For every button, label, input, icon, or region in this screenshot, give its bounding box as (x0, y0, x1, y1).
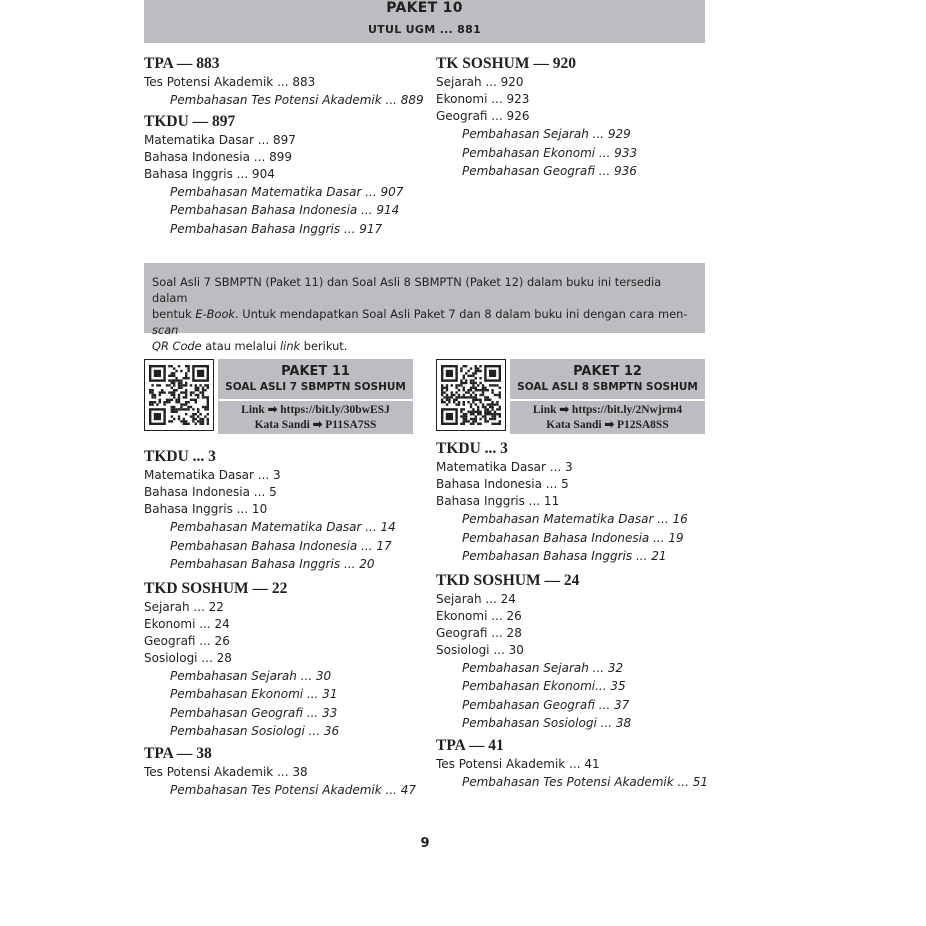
paket10-subtitle: UTUL UGM ... 881 (367, 23, 482, 36)
toc-italic-line: Pembahasan Bahasa Inggris ... 20 (170, 557, 375, 571)
toc-line: Geografi ... 26 (144, 633, 230, 648)
paket12-subtitle: SOAL ASLI 8 SBMPTN SOSHUM (517, 381, 698, 393)
toc-line: Ekonomi ... 26 (436, 608, 522, 623)
paket11-link[interactable]: Link ➡ https://bit.ly/30bwESJ (241, 404, 390, 416)
section-title: TKDU ... 3 (144, 448, 216, 465)
toc-line: Bahasa Inggris ... 904 (144, 166, 275, 181)
note-line-2: bentuk E-Book. Untuk mendapatkan Soal Asli Paket 7 dan 8 dalam buku ini dengan cara men-scan (152, 307, 688, 337)
paket12-header (510, 359, 705, 434)
toc-line: Sejarah ... 920 (436, 75, 524, 89)
section-title: TKD SOSHUM — 24 (436, 571, 580, 589)
qr-code-icon (149, 364, 209, 426)
toc-block (144, 54, 424, 110)
toc-italic-line: Pembahasan Bahasa Inggris ... 917 (170, 221, 383, 236)
note-line-3: QR Code atau melalui link berikut. (152, 339, 348, 353)
toc-line: Ekonomi ... 24 (144, 616, 230, 631)
toc-italic-line: Pembahasan Bahasa Indonesia ... 19 (462, 530, 684, 545)
toc-line: Geografi ... 28 (436, 625, 522, 640)
toc-italic-line: Pembahasan Tes Potensi Akademik ... 47 (170, 782, 417, 797)
section-title: TK SOSHUM — 920 (436, 55, 576, 72)
toc-line: Sosiologi ... 30 (436, 642, 524, 657)
page-number: 9 (420, 836, 430, 851)
qr-code-paket11[interactable] (144, 359, 214, 431)
note-line-1: Soal Asli 7 SBMPTN (Paket 11) dan Soal Asli 8 SBMPTN (Paket 12) dalam buku ini tersedia dalam (152, 275, 662, 305)
qr-code-icon (441, 364, 501, 426)
qr-code-paket12[interactable] (436, 359, 506, 431)
paket12-title: PAKET 12 (573, 364, 642, 379)
toc-line: Ekonomi ... 923 (436, 92, 530, 106)
paket11-subtitle: SOAL ASLI 7 SBMPTN SOSHUM (225, 381, 406, 393)
paket11-title: PAKET 11 (281, 364, 350, 379)
toc-line: Matematika Dasar ... 3 (436, 460, 573, 474)
p10-right-column (436, 54, 716, 181)
toc-line: Bahasa Inggris ... 10 (144, 502, 268, 516)
toc-line: Tes Potensi Akademik ... 41 (436, 756, 600, 771)
p11-column (144, 447, 424, 799)
toc-italic-line: Pembahasan Sejarah ... 30 (170, 668, 332, 683)
paket11-header (218, 359, 413, 434)
paket11-password: Kata Sandi ➡ P11SA7SS (254, 419, 377, 431)
toc-line: Geografi ... 926 (436, 109, 530, 123)
toc-italic-line: Pembahasan Geografi ... 936 (462, 164, 637, 178)
toc-line: Sosiologi ... 28 (144, 650, 232, 665)
toc-line: Bahasa Inggris ... 11 (436, 494, 560, 508)
toc-line: Matematika Dasar ... 897 (144, 132, 296, 147)
section-title: TPA — 38 (144, 744, 212, 762)
toc-italic-line: Pembahasan Sejarah ... 32 (462, 660, 624, 675)
paket10-header (144, 0, 705, 43)
toc-italic-line: Pembahasan Sejarah ... 929 (462, 127, 631, 141)
section-title: TPA — 883 (144, 55, 220, 72)
toc-italic-line: Pembahasan Bahasa Indonesia ... 914 (170, 203, 400, 217)
toc-italic-line: Pembahasan Bahasa Indonesia ... 17 (170, 538, 392, 553)
section-title: TKDU ... 3 (436, 440, 508, 457)
toc-italic-line: Pembahasan Sosiologi ... 38 (462, 716, 632, 730)
p12-column (436, 439, 716, 791)
paket10-title: PAKET 10 (386, 0, 463, 16)
toc-italic-line: Pembahasan Bahasa Inggris ... 21 (462, 549, 667, 563)
toc-line: Sejarah ... 24 (436, 591, 516, 606)
toc-italic-line: Pembahasan Tes Potensi Akademik ... 51 (462, 774, 709, 789)
toc-italic-line: Pembahasan Matematika Dasar ... 16 (462, 512, 688, 526)
toc-line: Tes Potensi Akademik ... 883 (144, 75, 316, 89)
p10-left-column (144, 54, 424, 238)
toc-line: Bahasa Indonesia ... 899 (144, 149, 292, 164)
paket12-password: Kata Sandi ➡ P12SA8SS (546, 419, 669, 431)
toc-block (144, 112, 424, 239)
toc-line: Matematika Dasar ... 3 (144, 468, 281, 482)
section-title: TPA — 41 (436, 736, 504, 754)
toc-line: Bahasa Indonesia ... 5 (436, 477, 569, 491)
section-title: TKD SOSHUM — 22 (144, 579, 288, 597)
ebook-note (144, 263, 705, 353)
toc-italic-line: Pembahasan Geografi ... 37 (462, 697, 630, 712)
toc-line: Tes Potensi Akademik ... 38 (144, 764, 308, 779)
toc-line: Bahasa Indonesia ... 5 (144, 485, 277, 499)
toc-italic-line: Pembahasan Ekonomi ... 933 (462, 145, 638, 160)
toc-italic-line: Pembahasan Sosiologi ... 36 (170, 724, 340, 738)
toc-italic-line: Pembahasan Geografi ... 33 (170, 705, 338, 720)
paket12-link[interactable]: Link ➡ https://bit.ly/2Nwjrm4 (532, 404, 683, 416)
toc-italic-line: Pembahasan Matematika Dasar ... 907 (170, 184, 404, 199)
toc-italic-line: Pembahasan Ekonomi... 35 (462, 679, 626, 693)
toc-line: Sejarah ... 22 (144, 599, 224, 614)
toc-italic-line: Pembahasan Ekonomi ... 31 (170, 687, 338, 701)
toc-italic-line: Pembahasan Matematika Dasar ... 14 (170, 520, 396, 534)
toc-italic-line: Pembahasan Tes Potensi Akademik ... 889 (170, 93, 424, 107)
section-title: TKDU — 897 (144, 112, 236, 130)
